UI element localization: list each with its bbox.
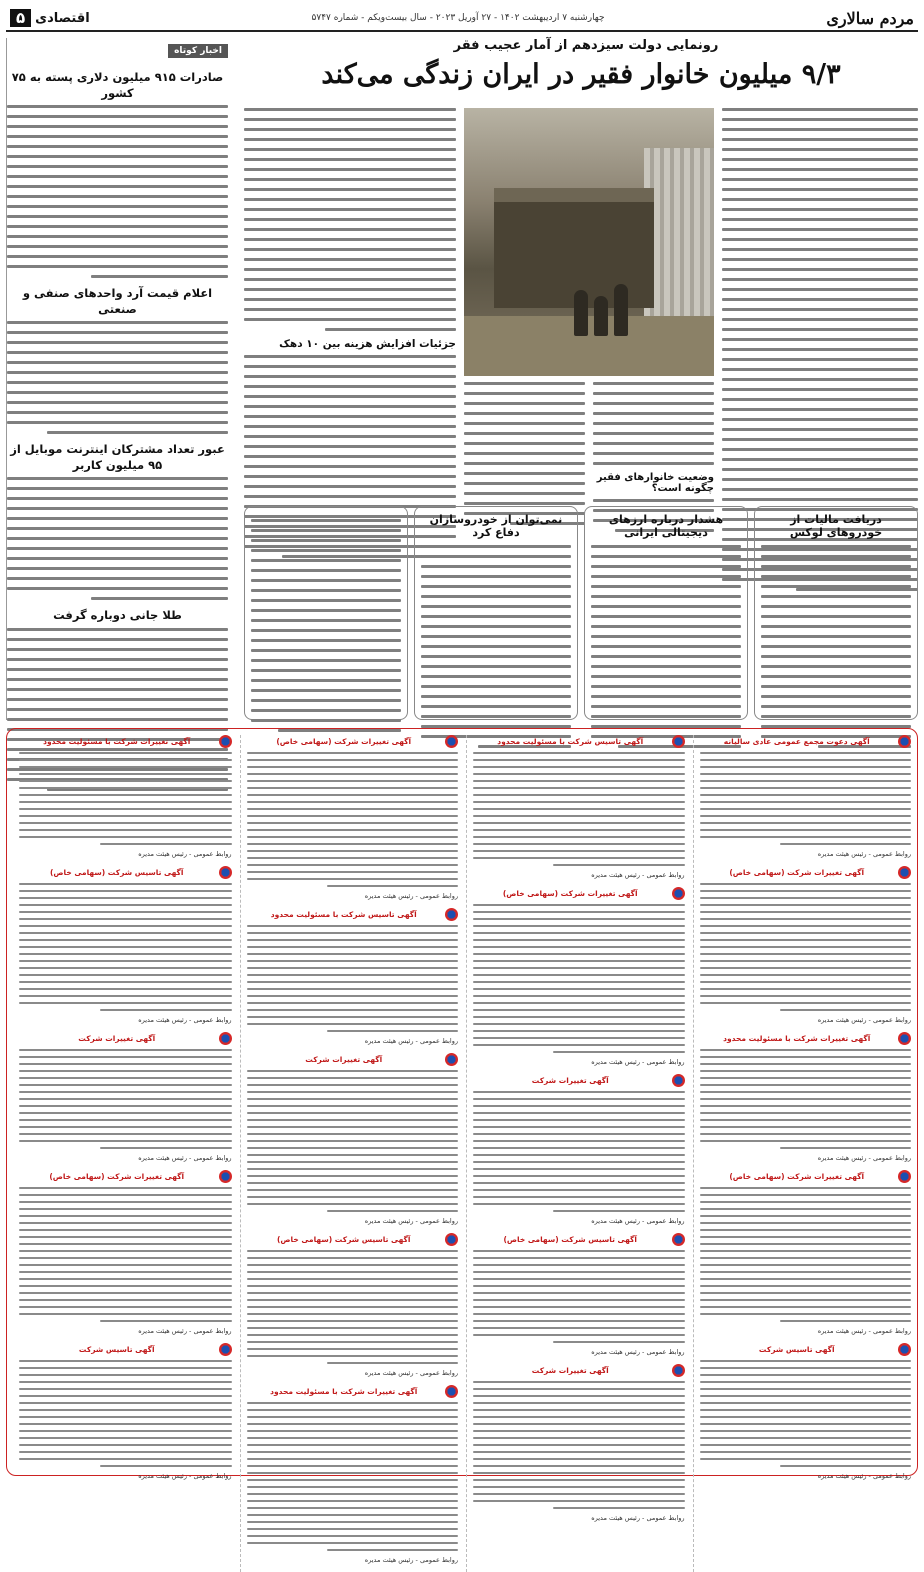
legal-ad-title: آگهی تغییرات شرکت [531,1075,609,1085]
article-subhead: وضعیت خانوارهای فقیر چگونه است؟ [596,472,714,494]
legal-ad [19,735,232,858]
ads-column [466,735,685,1572]
registry-logo-icon [898,1032,911,1045]
article-under-photo [464,382,714,500]
registry-logo-icon [445,735,458,748]
legal-ad-signature: روابط عمومی - رئیس هیئت مدیره [364,1556,458,1564]
legal-ad-signature: روابط عمومی - رئیس هیئت مدیره [364,892,458,900]
legal-ad [473,735,685,879]
legal-ad-signature: روابط عمومی - رئیس هیئت مدیره [591,1348,685,1356]
legal-ad-title: آگهی دعوت مجمع عمومی عادی سالیانه [723,736,870,746]
legal-ad-signature: روابط عمومی - رئیس هیئت مدیره [817,1472,911,1480]
legal-ad-title: آگهی تاسیس شرکت (سهامی خاص) [503,1234,637,1244]
legal-ad-signature: روابط عمومی - رئیس هیئت مدیره [138,1016,232,1024]
masthead [6,6,918,32]
legal-ad-title: آگهی تغییرات شرکت (سهامی خاص) [729,1171,865,1181]
legal-ad-title: آگهی تغییرات شرکت [78,1033,156,1043]
registry-logo-icon [672,1364,685,1377]
article-headline: ۹/۳ میلیون خانوار فقیر در ایران زندگی می‌کند [321,59,841,90]
boxed-articles-row [244,506,918,720]
legal-ad-title: آگهی تغییرات شرکت (سهامی خاص) [729,867,865,877]
legal-ad [19,1170,232,1335]
article-column-left [244,108,456,500]
boxed-article [754,506,918,720]
news-brief-column [6,38,234,720]
registry-logo-icon [898,735,911,748]
registry-logo-icon [898,1170,911,1183]
legal-ad-title: آگهی تغییرات شرکت با مسئولیت محدود [270,1386,418,1396]
boxed-article [244,506,408,720]
legal-ad [247,1233,459,1377]
legal-ad-signature: روابط عمومی - رئیس هیئت مدیره [138,1154,232,1162]
legal-ad [473,887,685,1066]
brief-title: اعلام قیمت آرد واحدهای صنفی و صنعتی [22,286,213,316]
section-name: اقتصادی [35,10,90,26]
brief-tag: اخبار کوتاه [168,44,228,58]
legal-ad-title: آگهی تاسیس شرکت (سهامی خاص) [277,1234,411,1244]
legal-ad-signature: روابط عمومی - رئیس هیئت مدیره [591,1058,685,1066]
legal-ad [19,1032,232,1162]
registry-logo-icon [445,1233,458,1246]
boxed-article-title: هشدار درباره ارزهای دیجیتالی ایرانی [608,513,724,539]
legal-ad-signature: روابط عمومی - رئیس هیئت مدیره [364,1037,458,1045]
legal-ad-title: آگهی تغییرات شرکت با مسئولیت محدود [43,736,191,746]
legal-ad-signature: روابط عمومی - رئیس هیئت مدیره [138,1472,232,1480]
legal-ad-signature: روابط عمومی - رئیس هیئت مدیره [817,1016,911,1024]
legal-ad-title: آگهی تغییرات شرکت [531,1365,609,1375]
legal-ad-title: آگهی تغییرات شرکت [305,1054,383,1064]
legal-ad [247,1385,459,1564]
registry-logo-icon [445,1053,458,1066]
boxed-article [414,506,578,720]
legal-ad [247,735,459,900]
legal-ad [700,866,912,1024]
legal-ad [473,1074,685,1225]
legal-ad [473,1233,685,1356]
article-column-right [722,108,918,500]
ads-column [240,735,459,1572]
section-label [10,9,90,27]
legal-ad [700,1032,912,1162]
article-subhead: جزئیات افزایش هزینه بین ۱۰ دهک [279,338,456,350]
article-body [244,108,918,500]
brief-title: صادرات ۹۱۵ میلیون دلاری پسته به ۷۵ کشور [11,70,224,100]
legal-ad-title: آگهی تاسیس شرکت [78,1344,155,1354]
legal-ad-title: آگهی تاسیس شرکت با مسئولیت محدود [270,909,417,919]
main-article [244,38,918,498]
legal-ad-title: آگهی تاسیس شرکت (سهامی خاص) [50,867,184,877]
boxed-article-title: نمی‌توان از خودروسازان دفاع کرد [429,513,563,539]
article-photo [464,108,714,376]
legal-ad-signature: روابط عمومی - رئیس هیئت مدیره [138,1327,232,1335]
legal-ad [247,908,459,1045]
legal-ad-title: آگهی تاسیس شرکت با مسئولیت محدود [497,736,644,746]
legal-ad-title: آگهی تغییرات شرکت (سهامی خاص) [49,1171,185,1181]
legal-ad-signature: روابط عمومی - رئیس هیئت مدیره [817,1154,911,1162]
legal-ad-signature: روابط عمومی - رئیس هیئت مدیره [817,1327,911,1335]
registry-logo-icon [898,866,911,879]
legal-ad-signature: روابط عمومی - رئیس هیئت مدیره [817,850,911,858]
legal-ad [700,735,912,858]
legal-ad-signature: روابط عمومی - رئیس هیئت مدیره [138,850,232,858]
brief-title: عبور تعداد مشترکان اینترنت موبایل از ۹۵ میلیون کاربر [10,442,225,472]
legal-ad [19,1343,232,1480]
legal-ad-signature: روابط عمومی - رئیس هیئت مدیره [591,1514,685,1522]
registry-logo-icon [672,887,685,900]
page-number: ۵ [10,9,31,27]
legal-ad-signature: روابط عمومی - رئیس هیئت مدیره [364,1217,458,1225]
legal-ad [247,1053,459,1225]
registry-logo-icon [672,1233,685,1246]
legal-ad-title: آگهی تغییرات شرکت (سهامی خاص) [276,736,412,746]
legal-ad-signature: روابط عمومی - رئیس هیئت مدیره [591,1217,685,1225]
ads-column [13,735,232,1572]
newspaper-name: مردم سالاری [826,8,914,28]
registry-logo-icon [219,866,232,879]
registry-logo-icon [219,1032,232,1045]
legal-ad-title: آگهی تغییرات شرکت (سهامی خاص) [502,888,638,898]
legal-ad [19,866,232,1024]
registry-logo-icon [672,735,685,748]
legal-ads-section [6,728,918,1564]
registry-logo-icon [898,1343,911,1356]
registry-logo-icon [445,1385,458,1398]
legal-ad-signature: روابط عمومی - رئیس هیئت مدیره [591,871,685,879]
registry-logo-icon [219,1343,232,1356]
boxed-article-title: دریافت مالیات از خودروهای لوکس [789,513,883,539]
legal-ad [473,1364,685,1522]
brief-title: طلا جانی دوباره گرفت [53,608,182,623]
article-kicker: رونمایی دولت سیزدهم از آمار عجیب فقر [453,38,719,53]
legal-ad-title: آگهی تاسیس شرکت [758,1344,835,1354]
issue-date-line: چهارشنبه ۷ اردیبهشت ۱۴۰۲ - ۲۷ آوریل ۲۰۲۳ - سال بیست‌ویکم - شماره ۵۷۴۷ [311,13,605,23]
boxed-article [584,506,748,720]
legal-ad [700,1343,912,1480]
registry-logo-icon [219,735,232,748]
registry-logo-icon [445,908,458,921]
legal-ad-title: آگهی تغییرات شرکت با مسئولیت محدود [723,1033,871,1043]
legal-ad-signature: روابط عمومی - رئیس هیئت مدیره [364,1369,458,1377]
registry-logo-icon [672,1074,685,1087]
legal-ad [700,1170,912,1335]
registry-logo-icon [219,1170,232,1183]
ads-column [693,735,912,1572]
